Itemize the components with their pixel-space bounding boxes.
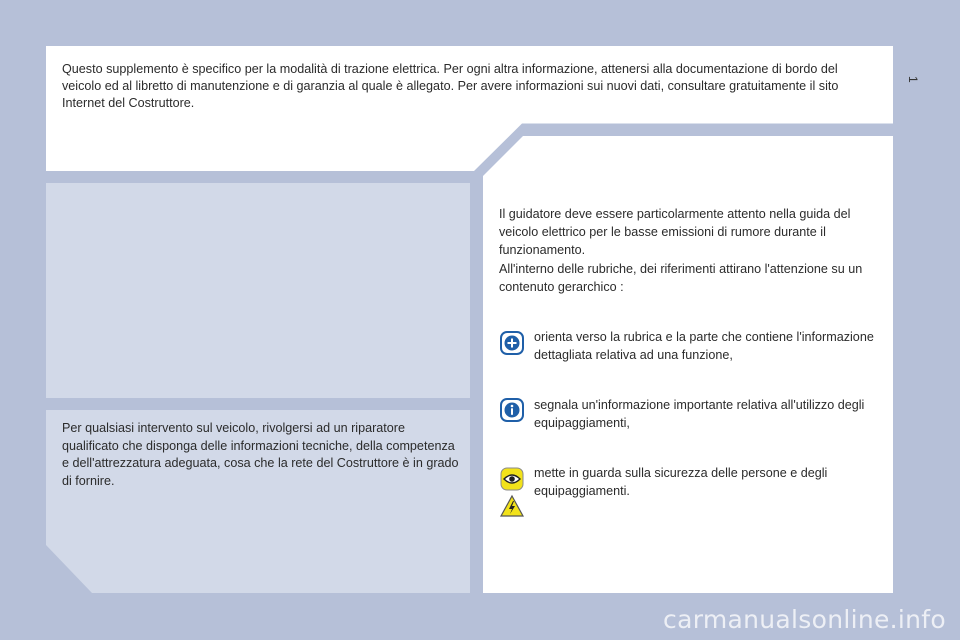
list-item-text: mette in guarda sulla sicurezza delle persone e degli equipaggiamenti. [534, 466, 828, 498]
page-number: 1 [906, 76, 920, 83]
eye-icon [500, 467, 524, 491]
list-item-text: orienta verso la rubrica e la parte che contiene l'informazione dettagliata relativa ad una funzione, [534, 330, 874, 362]
info-icon [500, 398, 524, 422]
intro-text: Questo supplemento è specifico per la modalità di trazione elettrica. Per ogni altra informazione, attenersi alla documentazione di bordo del veicolo ed al libretto di manutenzione e di garanzia al quale è allegato. Per avere informazioni sui nuovi dati, consultare gratuitamente il sito Internet del Costruttore. [62, 62, 839, 110]
service-text: Per qualsiasi intervento sul veicolo, rivolgersi ad un riparatore qualificato che disponga delle informazioni tecniche, della competenza e dell'attrezzatura adeguata, cosa che la rete del Costruttore è in grado di fornire. [62, 421, 459, 488]
plus-icon [500, 331, 524, 355]
list-item-text: segnala un'informazione importante relativa all'utilizzo degli equipaggiamenti, [534, 398, 865, 430]
watermark: carmanualsonline.info [663, 605, 946, 634]
driver-warning-text: Il guidatore deve essere particolarmente attento nella guida del veicolo elettrico per le basse emissioni di rumore durante il funzionamento. [499, 207, 851, 257]
high-voltage-warning-icon [500, 494, 524, 518]
hierarchy-text: All'interno delle rubriche, dei riferimenti attirano l'attenzione su un contenuto gerarchico : [499, 262, 863, 294]
blank-panel [46, 183, 470, 398]
